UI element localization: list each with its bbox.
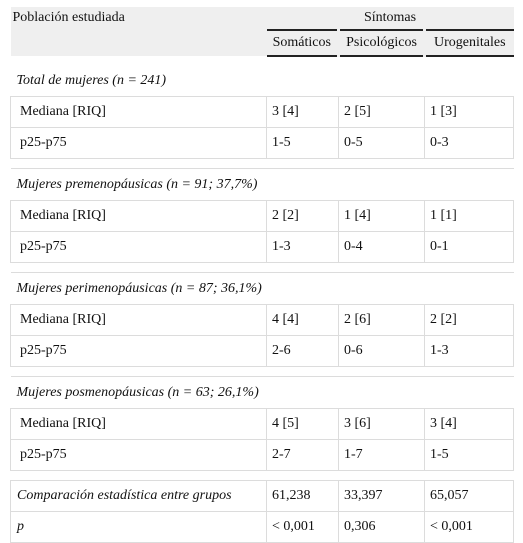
table-row bbox=[11, 128, 514, 159]
table-row bbox=[11, 409, 514, 440]
cell-urogenitales: 1 [1] bbox=[425, 201, 514, 232]
table-row bbox=[11, 232, 514, 263]
cell-psicologicos: 0-4 bbox=[339, 232, 425, 263]
group-title: Mujeres posmenopáusicas (n = 63; 26,1%) bbox=[11, 377, 514, 409]
table-row bbox=[11, 305, 514, 336]
cell-psicologicos: 0,306 bbox=[339, 512, 425, 543]
cell-psicologicos: 1 [4] bbox=[339, 201, 425, 232]
cell-psicologicos: 1-7 bbox=[339, 440, 425, 471]
cell-urogenitales: < 0,001 bbox=[425, 512, 514, 543]
pvalue-label: p bbox=[11, 512, 267, 543]
cell-somaticos: 2 [2] bbox=[267, 201, 339, 232]
table-row bbox=[11, 201, 514, 232]
header-row-top bbox=[11, 7, 514, 30]
table-row bbox=[11, 97, 514, 128]
cell-urogenitales: 2 [2] bbox=[425, 305, 514, 336]
cell-somaticos: 4 [4] bbox=[267, 305, 339, 336]
cell-somaticos: 1-3 bbox=[267, 232, 339, 263]
group-row bbox=[11, 65, 514, 97]
symptoms-table bbox=[10, 7, 514, 543]
table-row bbox=[11, 336, 514, 367]
cell-psicologicos: 0-5 bbox=[339, 128, 425, 159]
cell-urogenitales: 3 [4] bbox=[425, 409, 514, 440]
col-header-psicologicos: Psicológicos bbox=[339, 30, 425, 56]
row-label: Mediana [RIQ] bbox=[11, 409, 267, 440]
row-label: Mediana [RIQ] bbox=[11, 305, 267, 336]
results-table-container bbox=[10, 7, 513, 543]
group-row bbox=[11, 169, 514, 201]
cell-somaticos: 3 [4] bbox=[267, 97, 339, 128]
col-header-somaticos: Somáticos bbox=[267, 30, 339, 56]
cell-psicologicos: 0-6 bbox=[339, 336, 425, 367]
cell-psicologicos: 2 [5] bbox=[339, 97, 425, 128]
cell-urogenitales: 1 [3] bbox=[425, 97, 514, 128]
separator-row bbox=[11, 159, 514, 169]
row-label: Mediana [RIQ] bbox=[11, 97, 267, 128]
group-title: Mujeres perimenopáusicas (n = 87; 36,1%) bbox=[11, 273, 514, 305]
separator-row bbox=[11, 471, 514, 481]
population-header: Población estudiada bbox=[11, 7, 267, 56]
row-label: p25-p75 bbox=[11, 440, 267, 471]
cell-urogenitales: 0-3 bbox=[425, 128, 514, 159]
cell-psicologicos: 3 [6] bbox=[339, 409, 425, 440]
row-label: p25-p75 bbox=[11, 336, 267, 367]
row-label: Mediana [RIQ] bbox=[11, 201, 267, 232]
comparison-row bbox=[11, 481, 514, 512]
cell-psicologicos: 33,397 bbox=[339, 481, 425, 512]
cell-urogenitales: 1-3 bbox=[425, 336, 514, 367]
group-title: Total de mujeres (n = 241) bbox=[11, 65, 514, 97]
symptoms-header: Síntomas bbox=[267, 7, 514, 30]
cell-somaticos: 4 [5] bbox=[267, 409, 339, 440]
group-row bbox=[11, 377, 514, 409]
row-label: p25-p75 bbox=[11, 128, 267, 159]
col-header-urogenitales: Urogenitales bbox=[425, 30, 514, 56]
cell-somaticos: 1-5 bbox=[267, 128, 339, 159]
separator-row bbox=[11, 367, 514, 377]
cell-somaticos: 2-6 bbox=[267, 336, 339, 367]
cell-urogenitales: 65,057 bbox=[425, 481, 514, 512]
separator-row bbox=[11, 263, 514, 273]
cell-somaticos: < 0,001 bbox=[267, 512, 339, 543]
cell-psicologicos: 2 [6] bbox=[339, 305, 425, 336]
group-title: Mujeres premenopáusicas (n = 91; 37,7%) bbox=[11, 169, 514, 201]
row-label: p25-p75 bbox=[11, 232, 267, 263]
cell-urogenitales: 1-5 bbox=[425, 440, 514, 471]
cell-somaticos: 61,238 bbox=[267, 481, 339, 512]
group-row bbox=[11, 273, 514, 305]
cell-urogenitales: 0-1 bbox=[425, 232, 514, 263]
comparison-label: Comparación estadística entre grupos bbox=[11, 481, 267, 512]
cell-somaticos: 2-7 bbox=[267, 440, 339, 471]
table-row bbox=[11, 440, 514, 471]
